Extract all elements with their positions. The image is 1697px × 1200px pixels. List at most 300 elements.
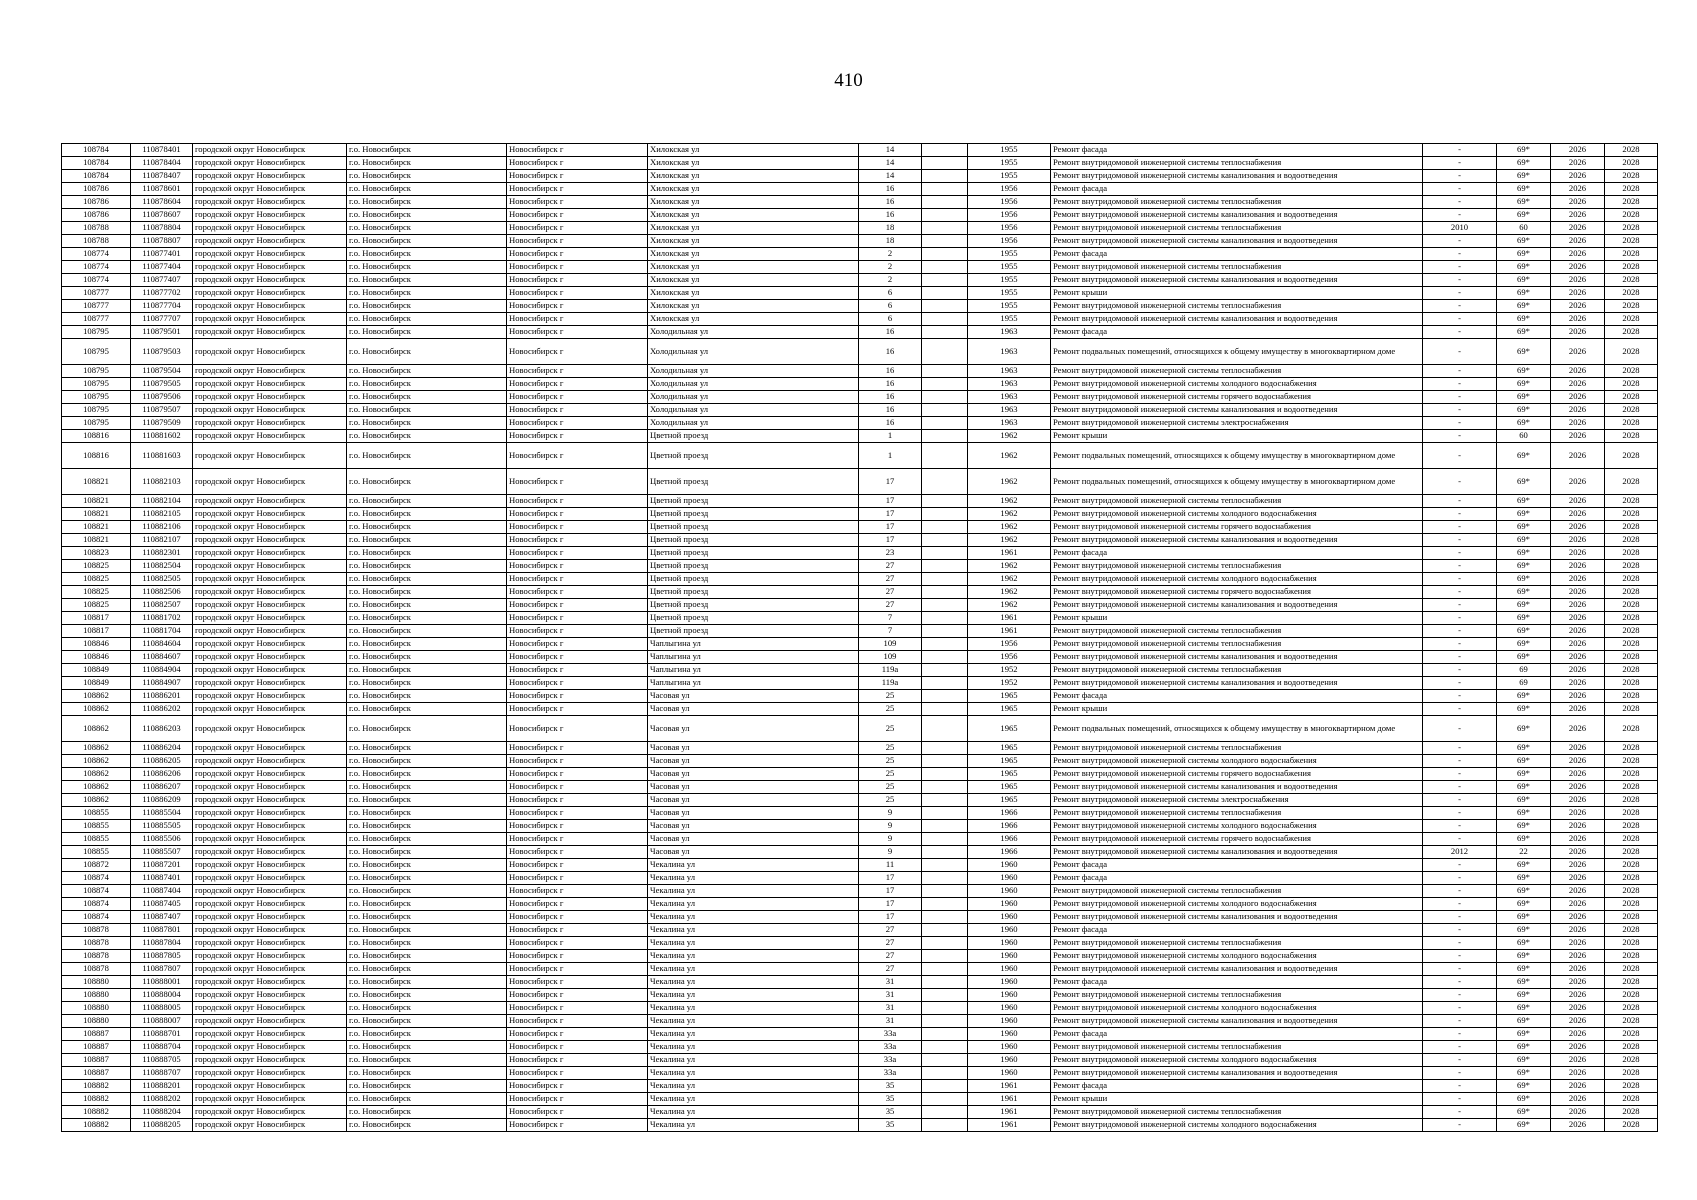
house-id-cell: 108784 [62,157,131,170]
street-cell: Чекалина ул [648,937,859,950]
municipality-cell: г.о. Новосибирск [347,794,507,807]
work-id-cell: 110886205 [131,755,193,768]
city-cell: Новосибирск г [507,1041,648,1054]
wear-percent-cell: 69* [1497,1054,1551,1067]
house-number-cell: 109 [859,638,922,651]
street-cell: Чаплыгина ул [648,638,859,651]
year-built-cell: 1965 [968,742,1051,755]
work-id-cell: 110879505 [131,378,193,391]
building-cell [922,326,968,339]
last-repair-year-cell: - [1423,196,1497,209]
district-cell: городской округ Новосибирск [193,209,347,222]
last-repair-year-cell: - [1423,508,1497,521]
city-cell: Новосибирск г [507,287,648,300]
table-row [62,1054,1658,1067]
work-type-cell: Ремонт внутридомовой инженерной системы канализования и водоотведения [1051,274,1423,287]
house-number-cell: 9 [859,807,922,820]
last-repair-year-cell: - [1423,560,1497,573]
work-type-cell: Ремонт внутридомовой инженерной системы теплоснабжения [1051,157,1423,170]
wear-percent-cell: 69* [1497,690,1551,703]
work-id-cell: 110878401 [131,144,193,157]
plan-start-year-cell: 2026 [1551,664,1605,677]
house-number-cell: 16 [859,404,922,417]
house-id-cell: 108872 [62,859,131,872]
last-repair-year-cell: - [1423,1119,1497,1132]
city-cell: Новосибирск г [507,1119,648,1132]
wear-percent-cell: 69* [1497,963,1551,976]
work-id-cell: 110877704 [131,300,193,313]
year-built-cell: 1961 [968,612,1051,625]
work-id-cell: 110882505 [131,573,193,586]
city-cell: Новосибирск г [507,508,648,521]
municipality-cell: г.о. Новосибирск [347,404,507,417]
plan-end-year-cell: 2028 [1605,794,1658,807]
last-repair-year-cell: - [1423,703,1497,716]
wear-percent-cell: 69* [1497,170,1551,183]
work-id-cell: 110887807 [131,963,193,976]
year-built-cell: 1961 [968,547,1051,560]
house-number-cell: 27 [859,560,922,573]
work-id-cell: 110887805 [131,950,193,963]
municipality-cell: г.о. Новосибирск [347,781,507,794]
district-cell: городской округ Новосибирск [193,1106,347,1119]
plan-end-year-cell: 2028 [1605,183,1658,196]
wear-percent-cell: 69* [1497,261,1551,274]
table-row [62,300,1658,313]
table-row [62,625,1658,638]
year-built-cell: 1960 [968,1054,1051,1067]
wear-percent-cell: 69* [1497,651,1551,664]
last-repair-year-cell: - [1423,768,1497,781]
building-cell [922,339,968,365]
last-repair-year-cell: - [1423,911,1497,924]
table-row [62,326,1658,339]
work-type-cell: Ремонт внутридомовой инженерной системы канализования и водоотведения [1051,209,1423,222]
house-id-cell: 108786 [62,209,131,222]
wear-percent-cell: 69* [1497,872,1551,885]
last-repair-year-cell: - [1423,885,1497,898]
building-cell [922,443,968,469]
last-repair-year-cell: - [1423,1093,1497,1106]
plan-start-year-cell: 2026 [1551,612,1605,625]
building-cell [922,586,968,599]
house-id-cell: 108795 [62,391,131,404]
district-cell: городской округ Новосибирск [193,872,347,885]
municipality-cell: г.о. Новосибирск [347,391,507,404]
work-id-cell: 110887804 [131,937,193,950]
house-number-cell: 17 [859,469,922,495]
city-cell: Новосибирск г [507,404,648,417]
street-cell: Хилокская ул [648,235,859,248]
table-row [62,547,1658,560]
building-cell [922,313,968,326]
plan-end-year-cell: 2028 [1605,742,1658,755]
table-row [62,664,1658,677]
city-cell: Новосибирск г [507,521,648,534]
street-cell: Чекалина ул [648,1067,859,1080]
last-repair-year-cell: - [1423,586,1497,599]
plan-end-year-cell: 2028 [1605,820,1658,833]
work-id-cell: 110881602 [131,430,193,443]
district-cell: городской округ Новосибирск [193,170,347,183]
table-row [62,599,1658,612]
work-id-cell: 110882105 [131,508,193,521]
building-cell [922,807,968,820]
plan-start-year-cell: 2026 [1551,586,1605,599]
municipality-cell: г.о. Новосибирск [347,937,507,950]
street-cell: Цветной проезд [648,495,859,508]
work-type-cell: Ремонт крыши [1051,287,1423,300]
city-cell: Новосибирск г [507,430,648,443]
work-type-cell: Ремонт внутридомовой инженерной системы горячего водоснабжения [1051,391,1423,404]
plan-start-year-cell: 2026 [1551,625,1605,638]
street-cell: Чекалина ул [648,963,859,976]
table-row [62,391,1658,404]
table-row [62,586,1658,599]
plan-end-year-cell: 2028 [1605,833,1658,846]
work-type-cell: Ремонт внутридомовой инженерной системы теплоснабжения [1051,742,1423,755]
wear-percent-cell: 69* [1497,378,1551,391]
municipality-cell: г.о. Новосибирск [347,833,507,846]
plan-end-year-cell: 2028 [1605,586,1658,599]
city-cell: Новосибирск г [507,1028,648,1041]
plan-end-year-cell: 2028 [1605,976,1658,989]
work-id-cell: 110886206 [131,768,193,781]
work-type-cell: Ремонт внутридомовой инженерной системы холодного водоснабжения [1051,573,1423,586]
year-built-cell: 1960 [968,1041,1051,1054]
year-built-cell: 1960 [968,924,1051,937]
city-cell: Новосибирск г [507,820,648,833]
work-type-cell: Ремонт внутридомовой инженерной системы теплоснабжения [1051,365,1423,378]
house-id-cell: 108784 [62,144,131,157]
wear-percent-cell: 69* [1497,248,1551,261]
plan-start-year-cell: 2026 [1551,690,1605,703]
year-built-cell: 1961 [968,1106,1051,1119]
city-cell: Новосибирск г [507,443,648,469]
building-cell [922,235,968,248]
municipality-cell: г.о. Новосибирск [347,157,507,170]
street-cell: Чекалина ул [648,1054,859,1067]
house-id-cell: 108887 [62,1041,131,1054]
district-cell: городской округ Новосибирск [193,1054,347,1067]
work-id-cell: 110878604 [131,196,193,209]
work-type-cell: Ремонт внутридомовой инженерной системы канализования и водоотведения [1051,313,1423,326]
last-repair-year-cell: - [1423,521,1497,534]
house-id-cell: 108788 [62,222,131,235]
city-cell: Новосибирск г [507,573,648,586]
municipality-cell: г.о. Новосибирск [347,1067,507,1080]
house-number-cell: 27 [859,963,922,976]
wear-percent-cell: 69* [1497,391,1551,404]
plan-start-year-cell: 2026 [1551,430,1605,443]
year-built-cell: 1955 [968,313,1051,326]
house-id-cell: 108882 [62,1106,131,1119]
table-row [62,339,1658,365]
house-number-cell: 16 [859,391,922,404]
table-row [62,755,1658,768]
work-type-cell: Ремонт подвальных помещений, относящихся к общему имуществу в многоквартирном доме [1051,469,1423,495]
wear-percent-cell: 22 [1497,846,1551,859]
building-cell [922,911,968,924]
house-id-cell: 108821 [62,521,131,534]
house-number-cell: 27 [859,573,922,586]
work-type-cell: Ремонт внутридомовой инженерной системы теплоснабжения [1051,1041,1423,1054]
work-id-cell: 110884604 [131,638,193,651]
table-row [62,469,1658,495]
building-cell [922,768,968,781]
last-repair-year-cell: - [1423,989,1497,1002]
plan-start-year-cell: 2026 [1551,261,1605,274]
plan-end-year-cell: 2028 [1605,326,1658,339]
building-cell [922,781,968,794]
work-id-cell: 110886207 [131,781,193,794]
year-built-cell: 1956 [968,196,1051,209]
district-cell: городской округ Новосибирск [193,469,347,495]
city-cell: Новосибирск г [507,534,648,547]
city-cell: Новосибирск г [507,768,648,781]
plan-start-year-cell: 2026 [1551,872,1605,885]
table-row [62,560,1658,573]
city-cell: Новосибирск г [507,664,648,677]
house-id-cell: 108874 [62,885,131,898]
last-repair-year-cell: - [1423,651,1497,664]
house-id-cell: 108855 [62,846,131,859]
work-type-cell: Ремонт фасада [1051,547,1423,560]
district-cell: городской округ Новосибирск [193,924,347,937]
building-cell [922,690,968,703]
table-row [62,690,1658,703]
year-built-cell: 1955 [968,300,1051,313]
last-repair-year-cell: - [1423,716,1497,742]
year-built-cell: 1955 [968,248,1051,261]
last-repair-year-cell: - [1423,430,1497,443]
city-cell: Новосибирск г [507,1106,648,1119]
wear-percent-cell: 69* [1497,469,1551,495]
wear-percent-cell: 60 [1497,222,1551,235]
plan-end-year-cell: 2028 [1605,1041,1658,1054]
year-built-cell: 1956 [968,235,1051,248]
house-id-cell: 108784 [62,170,131,183]
house-number-cell: 18 [859,235,922,248]
building-cell [922,430,968,443]
municipality-cell: г.о. Новосибирск [347,612,507,625]
work-type-cell: Ремонт внутридомовой инженерной системы горячего водоснабжения [1051,768,1423,781]
building-cell [922,989,968,1002]
house-number-cell: 25 [859,794,922,807]
building-cell [922,651,968,664]
district-cell: городской округ Новосибирск [193,495,347,508]
year-built-cell: 1955 [968,170,1051,183]
district-cell: городской округ Новосибирск [193,1080,347,1093]
house-number-cell: 23 [859,547,922,560]
district-cell: городской округ Новосибирск [193,430,347,443]
house-number-cell: 18 [859,222,922,235]
street-cell: Часовая ул [648,820,859,833]
year-built-cell: 1962 [968,495,1051,508]
district-cell: городской округ Новосибирск [193,560,347,573]
city-cell: Новосибирск г [507,833,648,846]
street-cell: Чекалина ул [648,924,859,937]
wear-percent-cell: 69* [1497,196,1551,209]
plan-start-year-cell: 2026 [1551,560,1605,573]
city-cell: Новосибирск г [507,924,648,937]
work-type-cell: Ремонт внутридомовой инженерной системы теплоснабжения [1051,885,1423,898]
work-id-cell: 110878804 [131,222,193,235]
work-id-cell: 110885507 [131,846,193,859]
work-id-cell: 110886204 [131,742,193,755]
table-row [62,404,1658,417]
wear-percent-cell: 69* [1497,807,1551,820]
work-id-cell: 110888004 [131,989,193,1002]
plan-start-year-cell: 2026 [1551,443,1605,469]
work-type-cell: Ремонт фасада [1051,976,1423,989]
year-built-cell: 1952 [968,664,1051,677]
municipality-cell: г.о. Новосибирск [347,768,507,781]
wear-percent-cell: 69* [1497,443,1551,469]
street-cell: Часовая ул [648,742,859,755]
city-cell: Новосибирск г [507,677,648,690]
plan-end-year-cell: 2028 [1605,1119,1658,1132]
work-type-cell: Ремонт крыши [1051,430,1423,443]
street-cell: Цветной проезд [648,521,859,534]
plan-end-year-cell: 2028 [1605,144,1658,157]
building-cell [922,716,968,742]
plan-start-year-cell: 2026 [1551,222,1605,235]
table-row [62,1041,1658,1054]
street-cell: Цветной проезд [648,534,859,547]
municipality-cell: г.о. Новосибирск [347,170,507,183]
work-type-cell: Ремонт фасада [1051,859,1423,872]
table-row [62,430,1658,443]
plan-start-year-cell: 2026 [1551,144,1605,157]
building-cell [922,378,968,391]
wear-percent-cell: 69* [1497,534,1551,547]
house-number-cell: 33а [859,1067,922,1080]
work-id-cell: 110879506 [131,391,193,404]
plan-end-year-cell: 2028 [1605,404,1658,417]
last-repair-year-cell: - [1423,1054,1497,1067]
building-cell [922,495,968,508]
plan-start-year-cell: 2026 [1551,495,1605,508]
street-cell: Холодильная ул [648,326,859,339]
wear-percent-cell: 69* [1497,1015,1551,1028]
work-type-cell: Ремонт внутридомовой инженерной системы канализования и водоотведения [1051,235,1423,248]
table-row [62,248,1658,261]
street-cell: Хилокская ул [648,261,859,274]
city-cell: Новосибирск г [507,326,648,339]
capital-repair-table [61,143,1658,1132]
plan-start-year-cell: 2026 [1551,820,1605,833]
street-cell: Часовая ул [648,755,859,768]
plan-start-year-cell: 2026 [1551,300,1605,313]
plan-end-year-cell: 2028 [1605,495,1658,508]
building-cell [922,1002,968,1015]
year-built-cell: 1963 [968,378,1051,391]
last-repair-year-cell: - [1423,1041,1497,1054]
year-built-cell: 1965 [968,794,1051,807]
building-cell [922,703,968,716]
house-id-cell: 108862 [62,781,131,794]
street-cell: Хилокская ул [648,183,859,196]
house-number-cell: 14 [859,157,922,170]
city-cell: Новосибирск г [507,885,648,898]
district-cell: городской округ Новосибирск [193,794,347,807]
house-id-cell: 108874 [62,898,131,911]
city-cell: Новосибирск г [507,1015,648,1028]
plan-start-year-cell: 2026 [1551,157,1605,170]
house-id-cell: 108882 [62,1119,131,1132]
year-built-cell: 1963 [968,404,1051,417]
plan-end-year-cell: 2028 [1605,248,1658,261]
wear-percent-cell: 69* [1497,950,1551,963]
plan-end-year-cell: 2028 [1605,690,1658,703]
house-number-cell: 17 [859,495,922,508]
building-cell [922,196,968,209]
municipality-cell: г.о. Новосибирск [347,742,507,755]
year-built-cell: 1960 [968,885,1051,898]
house-id-cell: 108774 [62,248,131,261]
year-built-cell: 1963 [968,339,1051,365]
street-cell: Холодильная ул [648,391,859,404]
house-id-cell: 108795 [62,326,131,339]
table-row [62,807,1658,820]
house-number-cell: 6 [859,300,922,313]
building-cell [922,144,968,157]
table-row [62,443,1658,469]
street-cell: Холодильная ул [648,339,859,365]
wear-percent-cell: 69* [1497,885,1551,898]
plan-start-year-cell: 2026 [1551,1041,1605,1054]
work-type-cell: Ремонт внутридомовой инженерной системы канализования и водоотведения [1051,404,1423,417]
last-repair-year-cell: - [1423,1067,1497,1080]
house-number-cell: 35 [859,1080,922,1093]
street-cell: Часовая ул [648,690,859,703]
street-cell: Цветной проезд [648,573,859,586]
work-id-cell: 110877702 [131,287,193,300]
city-cell: Новосибирск г [507,300,648,313]
building-cell [922,638,968,651]
building-cell [922,1067,968,1080]
table-row [62,157,1658,170]
work-id-cell: 110882106 [131,521,193,534]
last-repair-year-cell: - [1423,313,1497,326]
last-repair-year-cell: - [1423,144,1497,157]
year-built-cell: 1960 [968,950,1051,963]
plan-end-year-cell: 2028 [1605,430,1658,443]
wear-percent-cell: 69* [1497,144,1551,157]
work-type-cell: Ремонт внутридомовой инженерной системы канализования и водоотведения [1051,781,1423,794]
house-id-cell: 108874 [62,911,131,924]
building-cell [922,859,968,872]
municipality-cell: г.о. Новосибирск [347,495,507,508]
plan-start-year-cell: 2026 [1551,183,1605,196]
municipality-cell: г.о. Новосибирск [347,508,507,521]
work-id-cell: 110878601 [131,183,193,196]
plan-end-year-cell: 2028 [1605,716,1658,742]
work-id-cell: 110888005 [131,1002,193,1015]
building-cell [922,469,968,495]
building-cell [922,677,968,690]
house-number-cell: 119а [859,664,922,677]
house-number-cell: 2 [859,261,922,274]
building-cell [922,625,968,638]
municipality-cell: г.о. Новосибирск [347,625,507,638]
municipality-cell: г.о. Новосибирск [347,196,507,209]
table-row [62,612,1658,625]
wear-percent-cell: 69* [1497,1106,1551,1119]
house-number-cell: 25 [859,768,922,781]
building-cell [922,885,968,898]
